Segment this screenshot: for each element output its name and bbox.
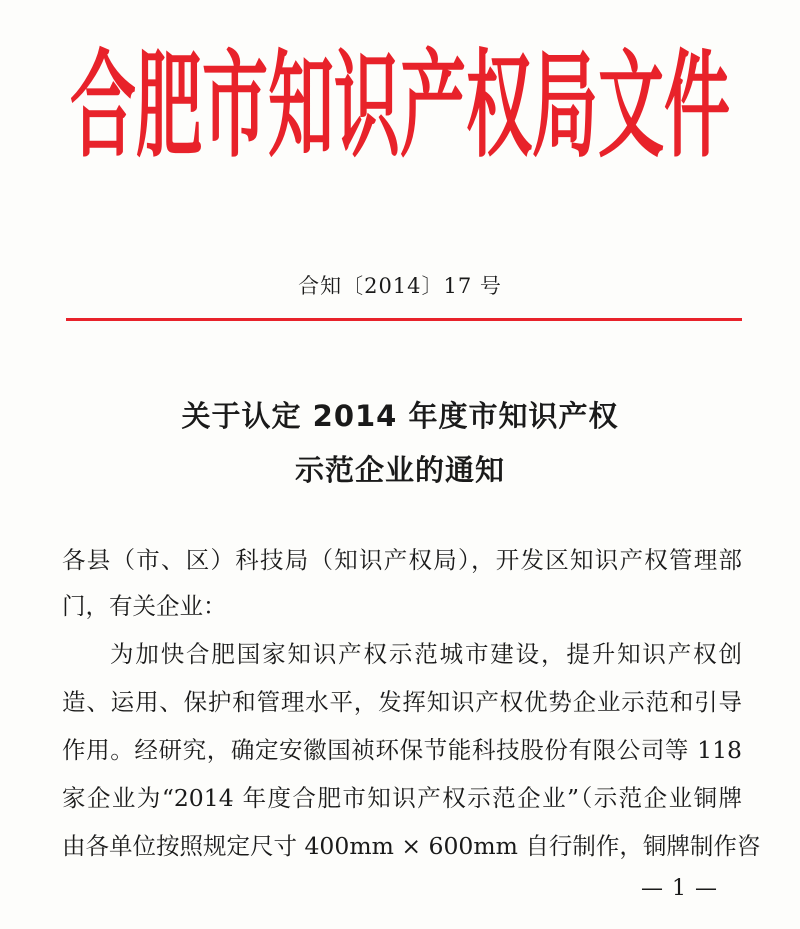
- paragraph-line-4: 家企业为“2014 年度合肥市知识产权示范企业”（示范企业铜牌: [62, 784, 742, 812]
- notice-title-line-2: 示范企业的通知: [294, 453, 505, 487]
- masthead-title: 合肥市知识产权局文件: [70, 38, 730, 174]
- paragraph-line-1: 为加快合肥国家知识产权示范城市建设，提升知识产权创: [110, 640, 742, 668]
- notice-title-line-1: 关于认定 2014 年度市知识产权: [181, 399, 619, 433]
- paragraph-line-5: 由各单位按照规定尺寸 400mm × 600mm 自行制作，铜牌制作咨: [62, 832, 761, 860]
- addressee-line-1: 各县（市、区）科技局（知识产权局），开发区知识产权管理部: [62, 546, 742, 574]
- addressee-line-2: 门，有关企业：: [62, 592, 227, 620]
- document-number: 合知〔2014〕17 号: [298, 274, 502, 298]
- paragraph-line-3: 作用。经研究，确定安徽国祯环保节能科技股份有限公司等 118: [62, 736, 742, 764]
- page-number: — 1 —: [641, 876, 718, 901]
- red-divider-rule: [66, 318, 742, 321]
- paragraph-line-2: 造、运用、保护和管理水平，发挥知识产权优势企业示范和引导: [62, 688, 742, 716]
